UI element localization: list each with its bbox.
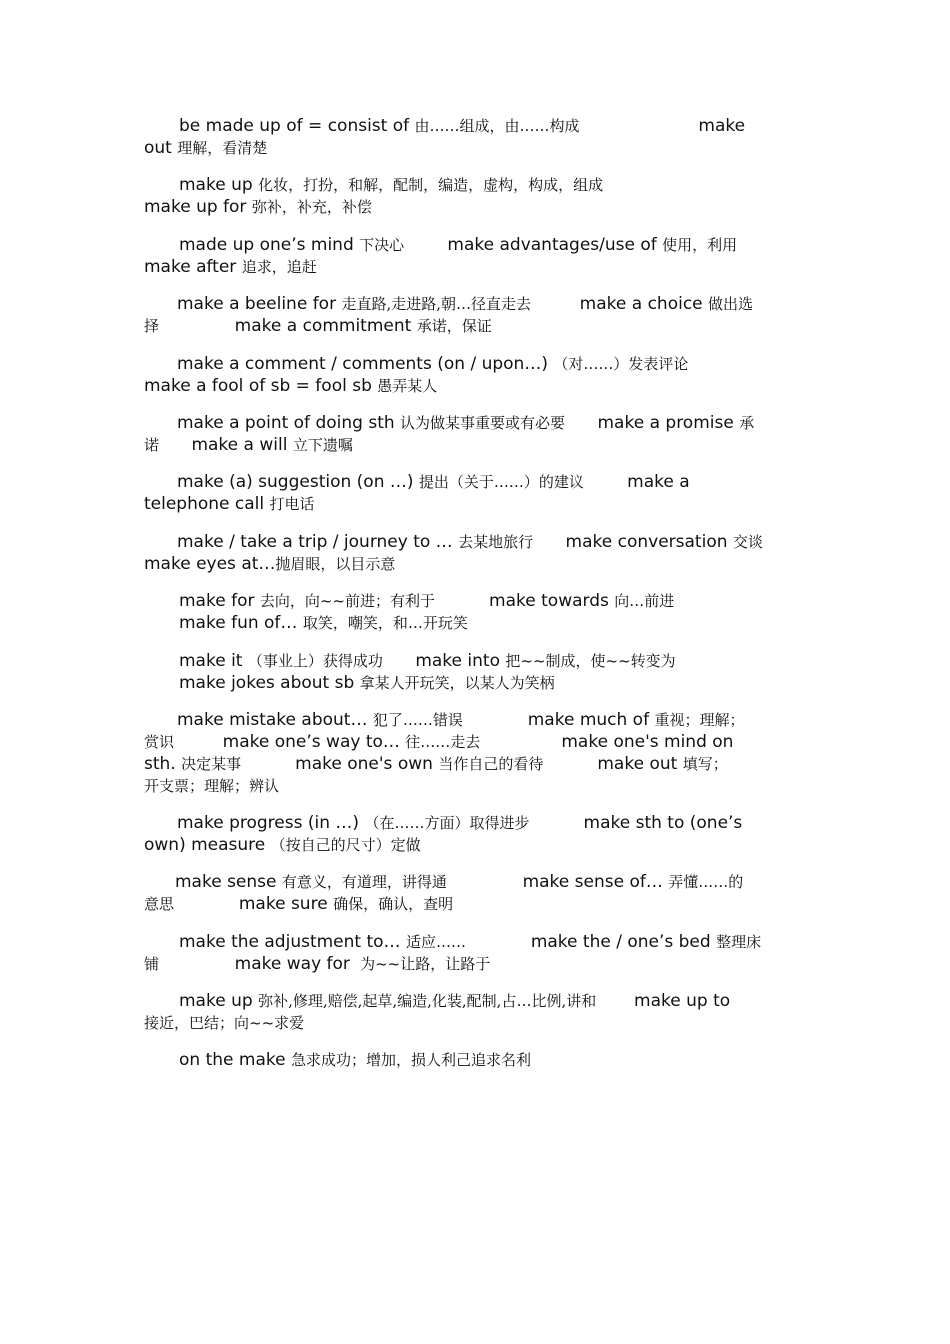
entry-line: make a comment / comments (on / upon…) （对……）发表评论 bbox=[177, 354, 689, 374]
entry-line: out 理解，看清楚 bbox=[144, 138, 268, 158]
entry-line: make a point of doing sth 认为做某事重要或有必要 make a promise 承 bbox=[177, 413, 755, 433]
entry-line: 诺 make a will 立下遗嘱 bbox=[144, 435, 353, 455]
entry-line: 开支票；理解；辨认 bbox=[144, 777, 280, 795]
entry-line: make it （事业上）获得成功 make into 把~~制成，使~~转变为 bbox=[179, 651, 676, 671]
entry-line: make up for 弥补，补充，补偿 bbox=[144, 197, 372, 217]
entry-line: 意思 make sure 确保，确认，查明 bbox=[144, 894, 454, 914]
entry-line: make mistake about… 犯了……错误 make much of 重视；理解； bbox=[177, 710, 745, 730]
entry-line: 接近，巴结；向~~求爱 bbox=[144, 1014, 305, 1032]
entry-line: be made up of = consist of 由……组成，由……构成 make bbox=[179, 116, 746, 136]
entry-line: 赏识 make one’s way to… 往……走去 make one's mind on bbox=[144, 732, 734, 752]
entry-line: made up one’s mind 下决心 make advantages/use of 使用，利用 bbox=[179, 235, 738, 255]
entry-line: make / take a trip / journey to … 去某地旅行 make conversation 交谈 bbox=[177, 532, 763, 552]
entry-line: telephone call 打电话 bbox=[144, 494, 315, 514]
entry-line: make up 弥补,修理,赔偿,起草,编造,化装,配制,占…比例,讲和 make up to bbox=[179, 991, 731, 1011]
entry-line: make up 化妆，打扮，和解，配制，编造，虚构，构成，组成 bbox=[179, 175, 604, 195]
entry-line: on the make 急求成功；增加，损人利己追求名利 bbox=[179, 1050, 531, 1070]
entry-line: make progress (in …) （在……方面）取得进步 make sth to (one’s bbox=[177, 813, 743, 833]
entry-line: make eyes at…抛眉眼，以目示意 bbox=[144, 554, 396, 574]
entry-line: make the adjustment to… 适应…… make the / one’s bed 整理床 bbox=[179, 932, 762, 952]
entry-line: 铺 make way for 为~~让路，让路于 bbox=[144, 954, 491, 974]
entry-line: make a beeline for 走直路,走进路,朝…径直走去 make a choice 做出选 bbox=[177, 294, 754, 314]
entry-line: make (a) suggestion (on …) 提出（关于……）的建议 make a bbox=[177, 472, 690, 492]
entry-line: make fun of… 取笑，嘲笑，和…开玩笑 bbox=[179, 613, 468, 633]
entry-line: sth. 决定某事 make one's own 当作自己的看待 make out 填写； bbox=[144, 754, 728, 774]
entry-line: make for 去向，向~~前进；有利于 make towards 向…前进 bbox=[179, 591, 675, 611]
entry-line: make a fool of sb = fool sb 愚弄某人 bbox=[144, 376, 438, 396]
entry-line: own) measure （按自己的尺寸）定做 bbox=[144, 835, 421, 855]
entry-line: make after 追求，追赶 bbox=[144, 257, 317, 277]
entry-line: make jokes about sb 拿某人开玩笑，以某人为笑柄 bbox=[179, 673, 555, 693]
entry-line: 择 make a commitment 承诺，保证 bbox=[144, 316, 492, 336]
entry-line: make sense 有意义，有道理，讲得通 make sense of… 弄懂……的 bbox=[175, 872, 744, 892]
